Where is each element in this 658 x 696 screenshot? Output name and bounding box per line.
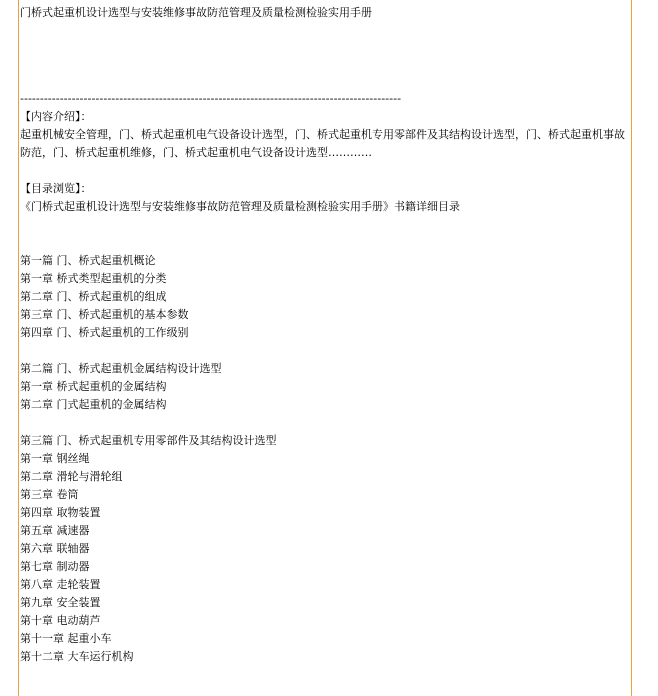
toc-chapter: 第十章 电动葫芦 — [20, 614, 101, 627]
intro-text: 起重机械安全管理，门、桥式起重机电气设备设计选型，门、桥式起重机专用零部件及其结构设计选型，门、桥式起重机事故防范，门、桥式起重机维修，门、桥式起重机电气设备设计选型………… — [20, 128, 625, 159]
toc-chapter: 第二章 门式起重机的金属结构 — [20, 398, 167, 411]
toc-chapter: 第六章 联轴器 — [20, 542, 90, 555]
toc-part — [20, 252, 632, 360]
toc-chapter: 第二章 门、桥式起重机的组成 — [20, 290, 167, 303]
document-title: 门桥式起重机设计选型与安装维修事故防范管理及质量检测检验实用手册 — [20, 6, 372, 19]
spacer — [20, 234, 632, 252]
toc-chapter: 第五章 减速器 — [20, 524, 90, 537]
toc-heading: 【目录浏览】： — [20, 182, 92, 195]
toc-chapter: 第一章 钢丝绳 — [20, 452, 90, 465]
toc-chapter: 第九章 安全装置 — [20, 596, 101, 609]
spacer — [20, 414, 632, 432]
toc-part-heading: 第三篇 门、桥式起重机专用零部件及其结构设计选型 — [20, 434, 277, 447]
table-of-contents — [20, 252, 632, 666]
spacer — [20, 342, 632, 360]
toc-chapter: 第十二章 大车运行机构 — [20, 650, 134, 663]
document-body — [20, 4, 632, 666]
intro-heading: 【内容介绍】： — [20, 110, 92, 123]
toc-chapter: 第二章 滑轮与滑轮组 — [20, 470, 123, 483]
title-block — [20, 4, 632, 90]
toc-subtitle: 《门桥式起重机设计选型与安装维修事故防范管理及质量检测检验实用手册》书籍详细目录 — [20, 200, 460, 213]
toc-chapter: 第七章 制动器 — [20, 560, 90, 573]
toc-chapter: 第十一章 起重小车 — [20, 632, 112, 645]
toc-chapter: 第一章 桥式起重机的金属结构 — [20, 380, 167, 393]
toc-chapter: 第一章 桥式类型起重机的分类 — [20, 272, 167, 285]
toc-chapter: 第三章 门、桥式起重机的基本参数 — [20, 308, 189, 321]
divider: ------------------------------------------------------------------------------------------------ — [20, 92, 402, 105]
toc-chapter: 第三章 卷筒 — [20, 488, 79, 501]
toc-part — [20, 432, 632, 666]
toc-part — [20, 360, 632, 432]
toc-part-heading: 第二篇 门、桥式起重机金属结构设计选型 — [20, 362, 222, 375]
spacer — [20, 216, 632, 234]
toc-chapter: 第四章 门、桥式起重机的工作级别 — [20, 326, 189, 339]
toc-part-heading: 第一篇 门、桥式起重机概论 — [20, 254, 156, 267]
spacer — [20, 162, 632, 180]
toc-chapter: 第四章 取物装置 — [20, 506, 101, 519]
toc-chapter: 第八章 走轮装置 — [20, 578, 101, 591]
